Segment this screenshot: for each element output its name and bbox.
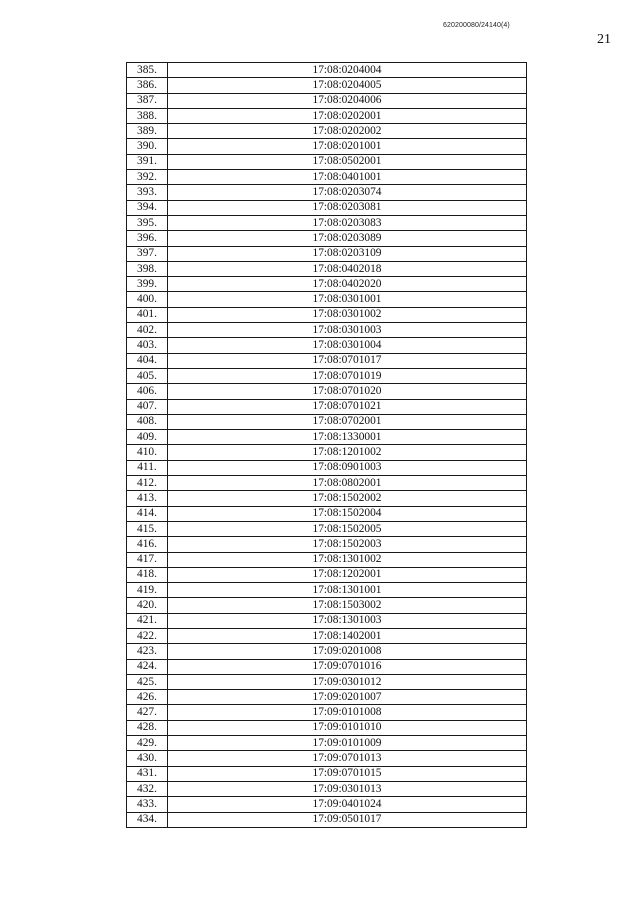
table-row	[127, 445, 527, 460]
row-number-cell: 403.	[127, 338, 168, 353]
row-number-cell: 417.	[127, 552, 168, 567]
cadastral-code-cell: 17:08:0204005	[168, 78, 527, 93]
cadastral-code-cell: 17:09:0501017	[168, 812, 527, 827]
cadastral-code-cell: 17:08:1502003	[168, 537, 527, 552]
row-number-cell: 400.	[127, 292, 168, 307]
cadastral-code-cell: 17:08:0301001	[168, 292, 527, 307]
table-row	[127, 720, 527, 735]
table-row	[127, 659, 527, 674]
row-number-cell: 399.	[127, 277, 168, 292]
cadastral-code-cell: 17:09:0201008	[168, 644, 527, 659]
table-row	[127, 338, 527, 353]
row-number-cell: 413.	[127, 491, 168, 506]
row-number-cell: 407.	[127, 399, 168, 414]
row-number-cell: 431.	[127, 766, 168, 781]
cadastral-code-cell: 17:09:0101010	[168, 720, 527, 735]
cadastral-code-cell: 17:08:1301001	[168, 583, 527, 598]
table-body	[127, 63, 527, 828]
row-number-cell: 406.	[127, 384, 168, 399]
cadastral-code-cell: 17:08:0201001	[168, 139, 527, 154]
row-number-cell: 421.	[127, 613, 168, 628]
row-number-cell: 433.	[127, 797, 168, 812]
cadastral-code-cell: 17:08:0701017	[168, 353, 527, 368]
table-row	[127, 476, 527, 491]
table-row	[127, 613, 527, 628]
table-row	[127, 414, 527, 429]
table-row	[127, 63, 527, 78]
row-number-cell: 390.	[127, 139, 168, 154]
table-row	[127, 460, 527, 475]
row-number-cell: 428.	[127, 720, 168, 735]
table-row	[127, 812, 527, 827]
row-number-cell: 411.	[127, 460, 168, 475]
row-number-cell: 396.	[127, 231, 168, 246]
cadastral-code-cell: 17:08:1201002	[168, 445, 527, 460]
table-row	[127, 246, 527, 261]
cadastral-code-cell: 17:08:1202001	[168, 567, 527, 582]
row-number-cell: 389.	[127, 124, 168, 139]
row-number-cell: 387.	[127, 93, 168, 108]
table-row	[127, 231, 527, 246]
row-number-cell: 412.	[127, 476, 168, 491]
row-number-cell: 430.	[127, 751, 168, 766]
table-row	[127, 368, 527, 383]
table-row	[127, 430, 527, 445]
table-row	[127, 751, 527, 766]
table-row	[127, 797, 527, 812]
table-row	[127, 491, 527, 506]
table-row	[127, 736, 527, 751]
row-number-cell: 401.	[127, 307, 168, 322]
row-number-cell: 416.	[127, 537, 168, 552]
cadastral-code-cell: 17:08:0301003	[168, 323, 527, 338]
table-row	[127, 292, 527, 307]
cadastral-code-cell: 17:08:0401001	[168, 170, 527, 185]
cadastral-code-cell: 17:08:0701021	[168, 399, 527, 414]
cadastral-code-cell: 17:08:0202002	[168, 124, 527, 139]
table-row	[127, 353, 527, 368]
row-number-cell: 419.	[127, 583, 168, 598]
table-row	[127, 108, 527, 123]
cadastral-code-cell: 17:09:0701013	[168, 751, 527, 766]
table-row	[127, 185, 527, 200]
cadastral-code-cell: 17:08:1301003	[168, 613, 527, 628]
cadastral-code-cell: 17:09:0101009	[168, 736, 527, 751]
row-number-cell: 404.	[127, 353, 168, 368]
row-number-cell: 424.	[127, 659, 168, 674]
table-row	[127, 154, 527, 169]
row-number-cell: 415.	[127, 521, 168, 536]
page-number: 21	[597, 32, 611, 47]
table-row	[127, 323, 527, 338]
table-row	[127, 384, 527, 399]
table-row	[127, 781, 527, 796]
table-row	[127, 537, 527, 552]
table-row	[127, 552, 527, 567]
table-row	[127, 277, 527, 292]
cadastral-code-cell: 17:08:1301002	[168, 552, 527, 567]
table-row	[127, 307, 527, 322]
cadastral-code-cell: 17:08:0701019	[168, 368, 527, 383]
cadastral-code-cell: 17:09:0301012	[168, 674, 527, 689]
row-number-cell: 408.	[127, 414, 168, 429]
cadastral-code-cell: 17:08:1502002	[168, 491, 527, 506]
cadastral-code-cell: 17:08:0301004	[168, 338, 527, 353]
table-row	[127, 766, 527, 781]
row-number-cell: 392.	[127, 170, 168, 185]
table-row	[127, 170, 527, 185]
row-number-cell: 423.	[127, 644, 168, 659]
row-number-cell: 432.	[127, 781, 168, 796]
table-row	[127, 215, 527, 230]
row-number-cell: 434.	[127, 812, 168, 827]
table-row	[127, 93, 527, 108]
cadastral-code-cell: 17:08:1502004	[168, 506, 527, 521]
table-row	[127, 200, 527, 215]
document-code: 620200080/24140(4)	[443, 22, 510, 29]
row-number-cell: 391.	[127, 154, 168, 169]
cadastral-code-cell: 17:08:0901003	[168, 460, 527, 475]
cadastral-code-cell: 17:08:0402020	[168, 277, 527, 292]
table-row	[127, 598, 527, 613]
cadastral-code-cell: 17:08:0802001	[168, 476, 527, 491]
table-row	[127, 644, 527, 659]
cadastral-code-cell: 17:08:0203074	[168, 185, 527, 200]
row-number-cell: 386.	[127, 78, 168, 93]
cadastral-code-cell: 17:09:0201007	[168, 690, 527, 705]
table-row	[127, 506, 527, 521]
table-row	[127, 674, 527, 689]
table-row	[127, 521, 527, 536]
cadastral-code-cell: 17:08:1330001	[168, 430, 527, 445]
row-number-cell: 427.	[127, 705, 168, 720]
cadastral-code-cell: 17:08:1402001	[168, 628, 527, 643]
cadastral-code-cell: 17:08:1502005	[168, 521, 527, 536]
row-number-cell: 426.	[127, 690, 168, 705]
table-row	[127, 124, 527, 139]
table-row	[127, 628, 527, 643]
cadastral-code-cell: 17:08:0301002	[168, 307, 527, 322]
cadastral-code-cell: 17:08:0203081	[168, 200, 527, 215]
row-number-cell: 395.	[127, 215, 168, 230]
table-row	[127, 78, 527, 93]
table-row	[127, 690, 527, 705]
cadastral-code-cell: 17:08:0502001	[168, 154, 527, 169]
row-number-cell: 398.	[127, 261, 168, 276]
cadastral-code-cell: 17:08:0204004	[168, 63, 527, 78]
row-number-cell: 402.	[127, 323, 168, 338]
cadastral-code-cell: 17:08:0203083	[168, 215, 527, 230]
table-row	[127, 261, 527, 276]
row-number-cell: 420.	[127, 598, 168, 613]
cadastral-table	[126, 62, 527, 828]
row-number-cell: 409.	[127, 430, 168, 445]
cadastral-code-cell: 17:08:0203109	[168, 246, 527, 261]
cadastral-code-cell: 17:09:0101008	[168, 705, 527, 720]
row-number-cell: 397.	[127, 246, 168, 261]
table-row	[127, 567, 527, 582]
cadastral-code-cell: 17:08:1503002	[168, 598, 527, 613]
row-number-cell: 405.	[127, 368, 168, 383]
row-number-cell: 410.	[127, 445, 168, 460]
table-row	[127, 399, 527, 414]
row-number-cell: 425.	[127, 674, 168, 689]
cadastral-code-cell: 17:09:0301013	[168, 781, 527, 796]
row-number-cell: 394.	[127, 200, 168, 215]
row-number-cell: 418.	[127, 567, 168, 582]
cadastral-code-cell: 17:09:0701016	[168, 659, 527, 674]
cadastral-code-cell: 17:09:0701015	[168, 766, 527, 781]
row-number-cell: 414.	[127, 506, 168, 521]
row-number-cell: 429.	[127, 736, 168, 751]
row-number-cell: 388.	[127, 108, 168, 123]
cadastral-code-cell: 17:08:0203089	[168, 231, 527, 246]
row-number-cell: 422.	[127, 628, 168, 643]
row-number-cell: 393.	[127, 185, 168, 200]
cadastral-code-cell: 17:08:0701020	[168, 384, 527, 399]
table-row	[127, 139, 527, 154]
cadastral-code-cell: 17:08:0402018	[168, 261, 527, 276]
cadastral-code-cell: 17:09:0401024	[168, 797, 527, 812]
cadastral-code-cell: 17:08:0204006	[168, 93, 527, 108]
table-row	[127, 583, 527, 598]
row-number-cell: 385.	[127, 63, 168, 78]
cadastral-code-cell: 17:08:0202001	[168, 108, 527, 123]
cadastral-code-cell: 17:08:0702001	[168, 414, 527, 429]
table-row	[127, 705, 527, 720]
